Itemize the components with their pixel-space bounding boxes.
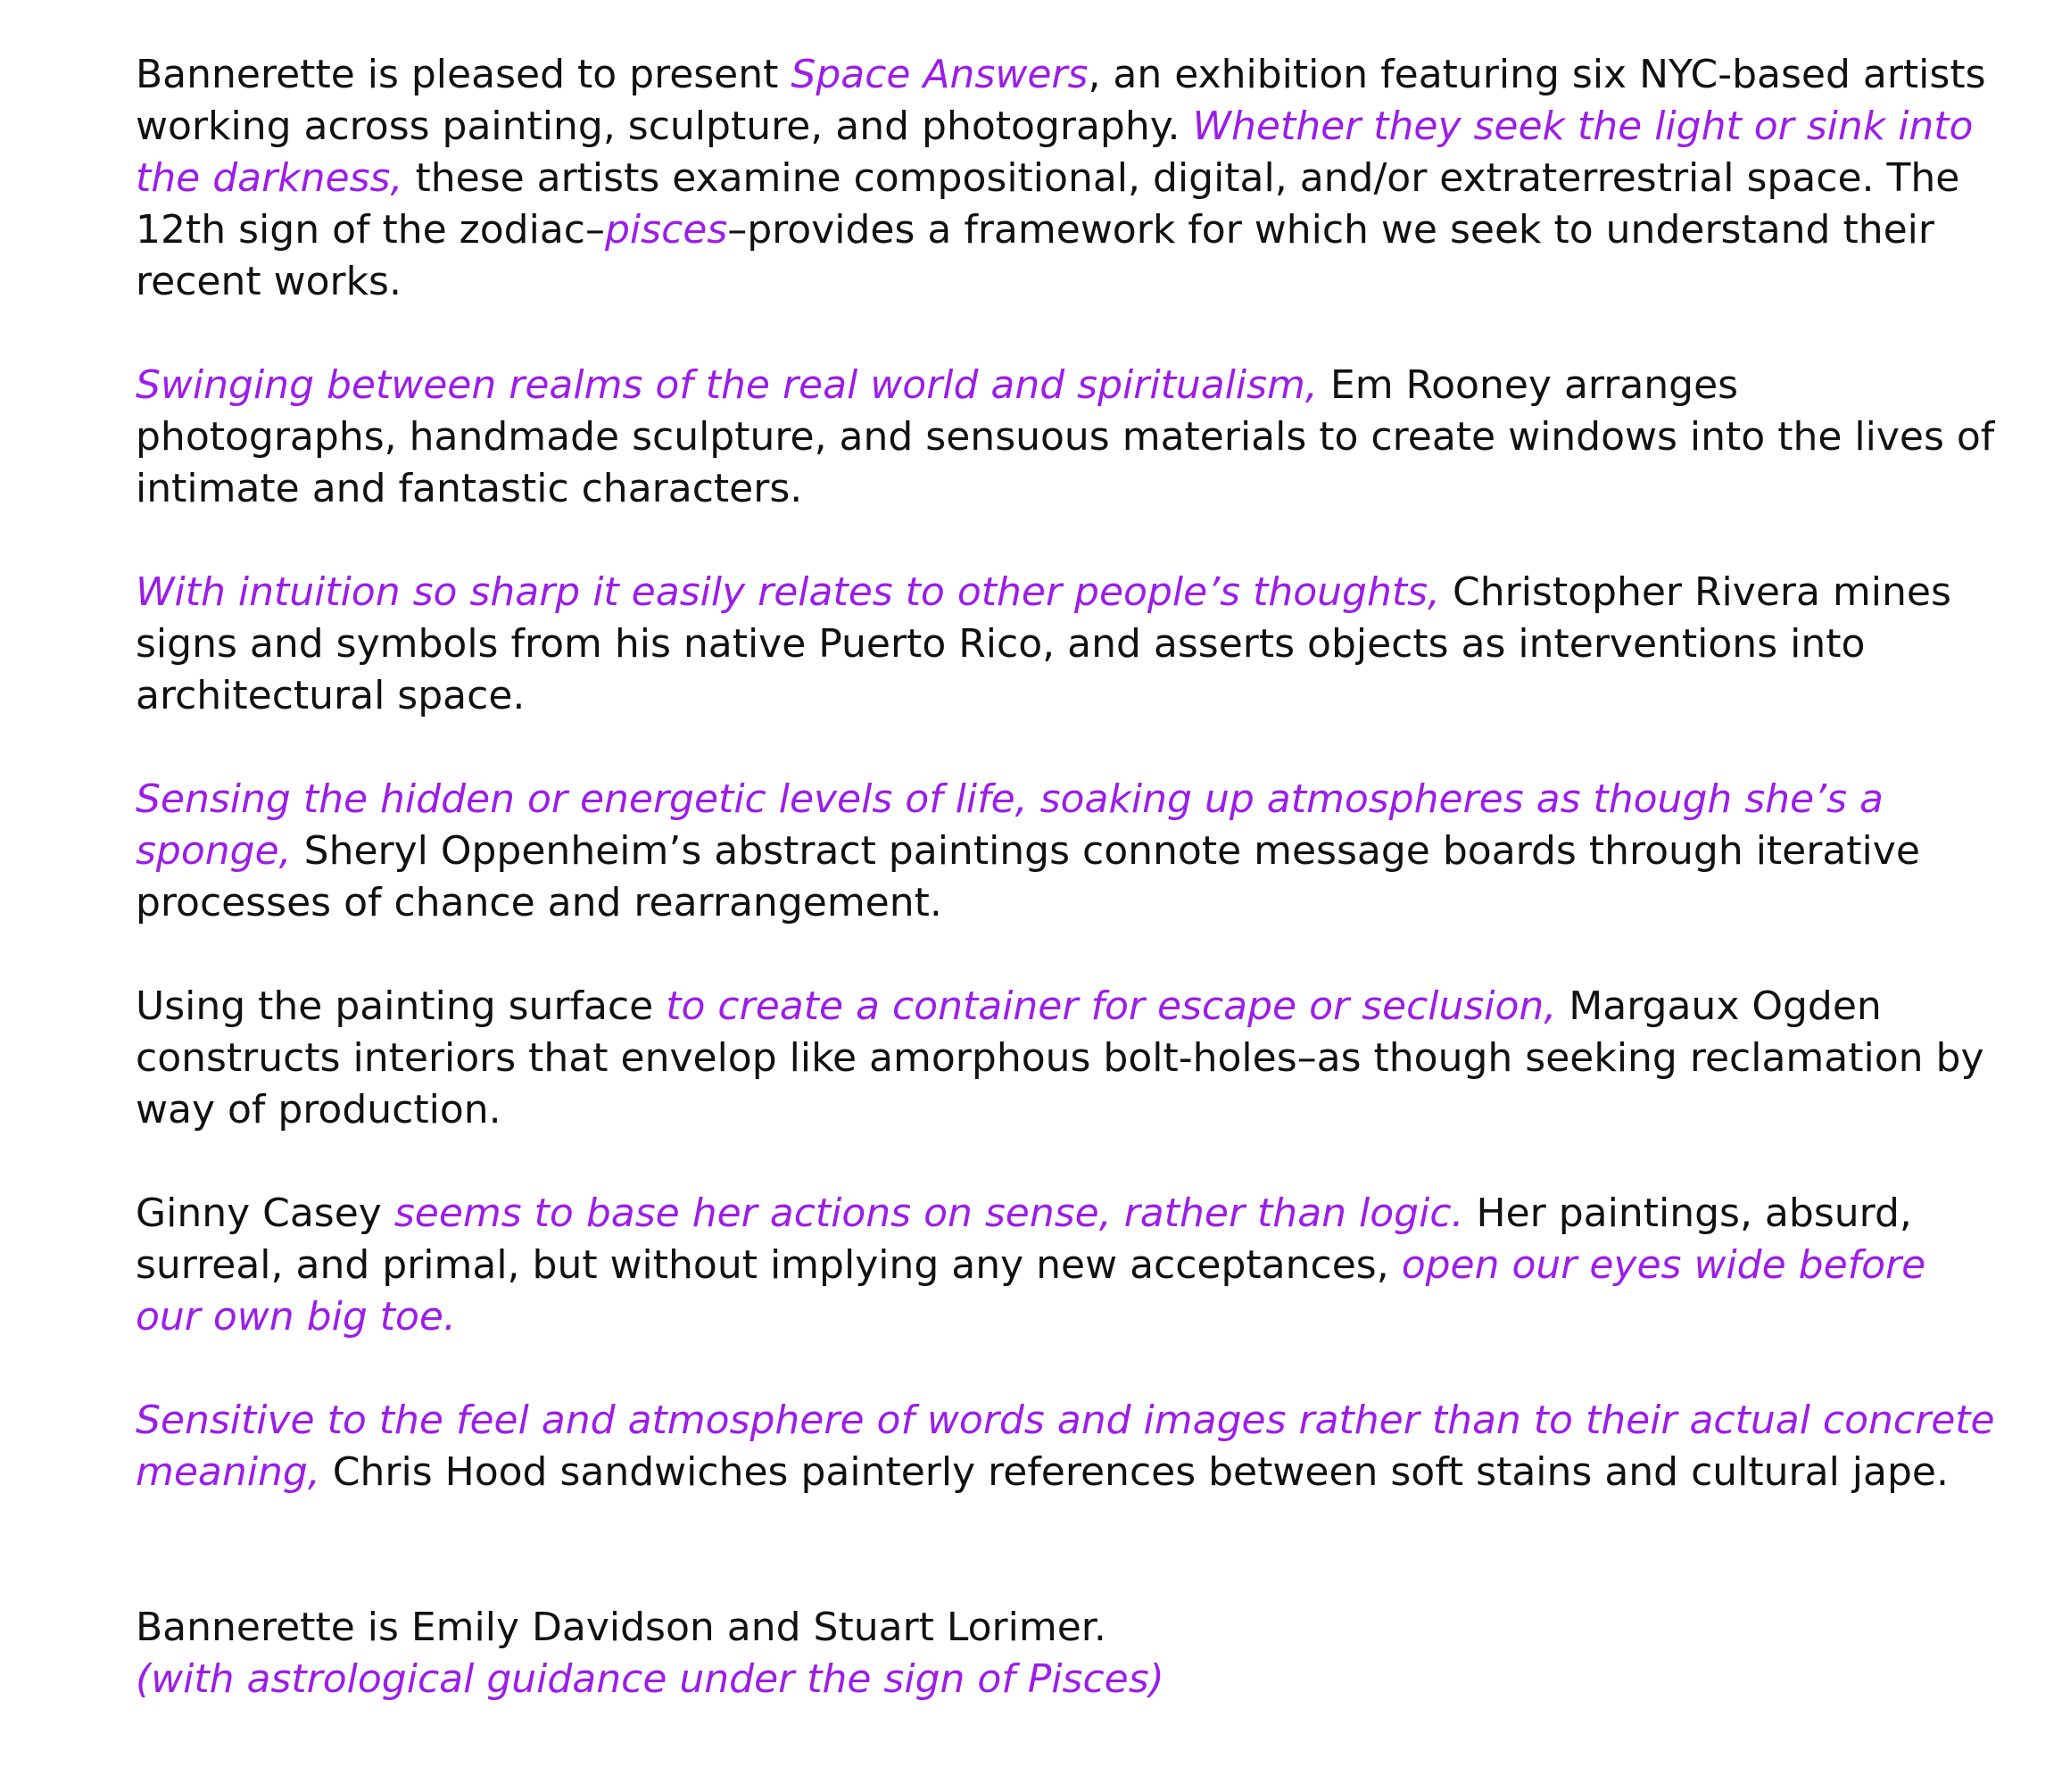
body-text: Using the painting surface (136, 983, 667, 1029)
body-text: Sheryl Oppenheim’s abstract paintings connote message boards through iterative processes of chance and rearrangement. (136, 828, 1920, 925)
body-text: these artists examine compositional, digital, and/or extraterrestrial space. The 12th sign of the zodiac– (136, 155, 1960, 253)
body-text: Chris Hood sandwiches painterly references between soft stains and cultural jape. (319, 1449, 1949, 1495)
body-text: Bannerette is pleased to present (136, 52, 791, 97)
highlighted-phrase: Swinging between realms of the real world and spiritualism, (136, 362, 1318, 408)
highlighted-phrase: open our eyes wide before our own big toe. (136, 1242, 1926, 1340)
body-text: Christopher Rivera mines signs and symbols from his native Puerto Rico, and asserts objects as interventions into architectural space. (136, 569, 1951, 718)
highlighted-phrase: pisces (604, 207, 728, 253)
highlighted-phrase: With intuition so sharp it easily relates to other people’s thoughts, (136, 569, 1441, 615)
paragraph (136, 1188, 1996, 1343)
paragraph (136, 567, 1996, 722)
body-text: Em Rooney arranges photographs, handmade sculpture, and sensuous materials to create windows into the lives of intimate and fantastic characters. (136, 362, 1995, 511)
highlighted-phrase: Sensitive to the feel and atmosphere of words and images rather than to their actual concrete meaning, (136, 1398, 1995, 1495)
paragraph (136, 1395, 1996, 1498)
paragraph (136, 774, 1996, 929)
body-text: –provides a framework for which we seek to understand their recent works. (136, 207, 1934, 304)
credit-line: Bannerette is Emily Davidson and Stuart Lorimer. (136, 1605, 1106, 1650)
paragraph (136, 360, 1996, 515)
highlighted-phrase: Space Answers (791, 52, 1089, 97)
body-text: Her paintings, absurd, surreal, and primal, but without implying any new acceptances, (136, 1191, 1912, 1288)
body-text: Margaux Ogden constructs interiors that envelop like amorphous bolt-holes–as though seeking reclamation by way of production. (136, 983, 1984, 1132)
paragraph-list (136, 49, 1996, 1498)
credit-note: (with astrological guidance under the sign of Pisces) (136, 1656, 1164, 1702)
body-text: , an exhibition featuring six NYC-based artists working across painting, sculpture, and photography. (136, 52, 1986, 149)
paragraph (136, 49, 1996, 308)
highlighted-phrase: to create a container for escape or seclusion, (666, 983, 1557, 1029)
highlighted-phrase: Sensing the hidden or energetic levels of life, soaking up atmospheres as though she’s a sponge, (136, 776, 1884, 874)
body-text: Ginny Casey (136, 1191, 394, 1236)
highlighted-phrase: Whether they seek the light or sink into the darkness, (136, 104, 1974, 201)
highlighted-phrase: seems to base her actions on sense, rather than logic. (393, 1191, 1464, 1236)
credit-block (136, 1602, 1996, 1705)
paragraph (136, 981, 1996, 1136)
press-release (136, 49, 1996, 1705)
